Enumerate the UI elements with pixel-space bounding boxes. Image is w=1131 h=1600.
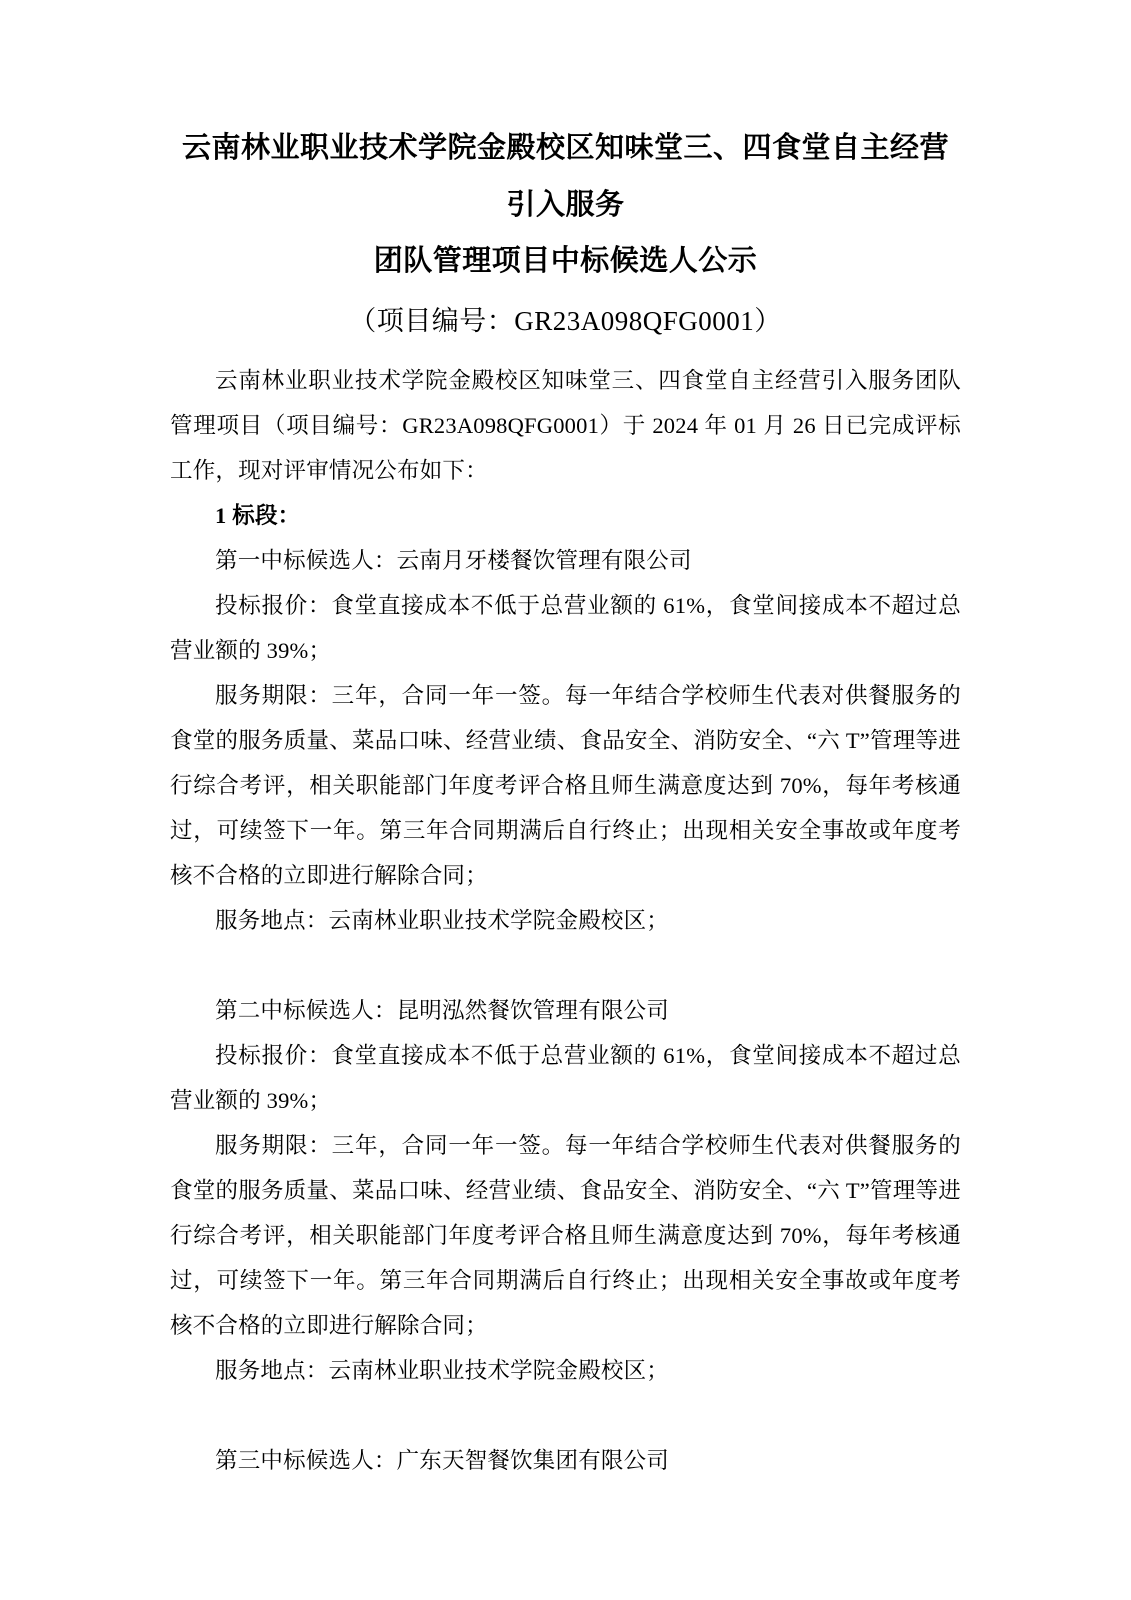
candidate-2-price: 投标报价：食堂直接成本不低于总营业额的 61%，食堂间接成本不超过总营业额的 39%； [170, 1042, 961, 1113]
candidate-3-name: 第三中标候选人：广东天智餐饮集团有限公司 [215, 1447, 670, 1473]
candidate-2-name: 第二中标候选人：昆明泓然餐饮管理有限公司 [215, 997, 670, 1023]
intro-paragraph: 云南林业职业技术学院金殿校区知味堂三、四食堂自主经营引入服务团队管理项目（项目编号：GR23A098QFG0001）于 2024 年 01 月 26 日已完成评标工作，现对评审情况公布如下： [170, 367, 961, 483]
page-title-line-1: 云南林业职业技术学院金殿校区知味堂三、四食堂自主经营引入服务 [181, 132, 949, 221]
page-title [170, 120, 961, 290]
candidate-1-name: 第一中标候选人：云南月牙楼餐饮管理有限公司 [215, 547, 692, 573]
project-number-subtitle: （项目编号：GR23A098QFG0001） [349, 305, 782, 336]
page-title-line-2: 团队管理项目中标候选人公示 [373, 245, 758, 278]
section-heading-lot-1: 1 标段： [215, 502, 301, 528]
candidate-2-place: 服务地点：云南林业职业技术学院金殿校区； [215, 1357, 670, 1383]
candidate-1-price: 投标报价：食堂直接成本不低于总营业额的 61%，食堂间接成本不超过总营业额的 39%； [170, 592, 961, 663]
candidate-1-place: 服务地点：云南林业职业技术学院金殿校区； [215, 907, 670, 933]
paragraph-spacer-2 [170, 1393, 961, 1438]
candidate-2-term: 服务期限：三年，合同一年一签。每一年结合学校师生代表对供餐服务的食堂的服务质量、菜品口味、经营业绩、食品安全、消防安全、“六 T”管理等进行综合考评，相关职能部门年度考评合格且师生满意度达到 70%，每年考核通过，可续签下一年。第三年合同期满后自行终止；出现相关安全事故或年度考核不合格的立即进行解除合同； [170, 1132, 961, 1338]
paragraph-spacer-1 [170, 943, 961, 988]
candidate-1-term: 服务期限：三年，合同一年一签。每一年结合学校师生代表对供餐服务的食堂的服务质量、菜品口味、经营业绩、食品安全、消防安全、“六 T”管理等进行综合考评，相关职能部门年度考评合格且师生满意度达到 70%，每年考核通过，可续签下一年。第三年合同期满后自行终止；出现相关安全事故或年度考核不合格的立即进行解除合同； [170, 682, 961, 888]
